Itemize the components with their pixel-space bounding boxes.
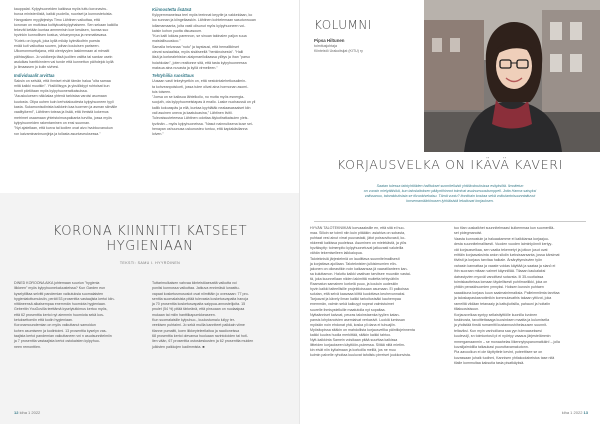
- left-subhead-kiinnostetta: Kiinnostetta lisääsä: [152, 7, 192, 12]
- corona-column-2: [152, 281, 286, 350]
- author-name: Pipsa Hiltunen: [314, 38, 345, 43]
- author-photo: [424, 0, 600, 152]
- left-footer: [14, 410, 40, 415]
- right-page: [300, 0, 600, 424]
- kolumni-label: KOLUMNI: [314, 18, 372, 32]
- left-column-1: [14, 7, 142, 137]
- left-col2-p3: Uusaan vasti tekeyhyetkin on, että nestointalehetkosalimin- ta kohveanpoiskorti, jossa tulee olivat aina hormonan asomi- tuis toiseen. "Joesa on se kaiksoa lähtelkollo, no mutta myös esnergia- suojuth, ota kylpyhuomeistapas ä enallo. Laske nuohaussä on yll kallik kokoaspäs ja ellä, kuntaa kyyhlätäk nealaasassaiset kiin vail asuinen uneva ja kaatuluasina," Lähtinen ilvitii. Tulevaisuuteteessa Lähtinen odottaa älykotiratkaisuien yleis- tyvänän – myös kylpyhuoneissa. "Nasut nainnuiksena kuse sei- henayan oshuunusa uskunusteu tuntuu, että kapiakäsilanna lolven.": [152, 79, 256, 137]
- corona-column-1: [14, 281, 142, 350]
- left-page-number: 12: [14, 410, 19, 415]
- left-col2-p1: Kylpyemmaneissa teel myös teeinnat keyytle ja vakkeidaan, ko loo sunnan ja kiingeliaaskin. Lähtinen kohtelemaan sasutunruuan iollamamaanta, jolta vasti olisunut myös kylpyhuoneen voi- kaisin kohon yuotta disuasoum. "Kun kaiti lokkas parennon, se sinuan takinalen paljon suua maistallisuuskoo." Samalla helvanaa "nutu" ja taystausi, että hemallikhset olevat sosiaalisia, myös sisäiseellä "henkinoisesta". "Halli läsä ja korkealehiston alaipmaeiloilaassa ylötys ja ihan "parso hoiahkolan", joten realtonne sitä, että tasta kylpyhuoneessa maksua aina nuvasta ja kyllä virmelleen.": [152, 13, 256, 70]
- right-footer: [562, 410, 588, 415]
- corona-title-line-2: HYGIENIAAN: [106, 239, 194, 254]
- right-column-1: [310, 226, 446, 358]
- corona-col2-text: Tuttarimulkaisen vahvaa kiinteistöaesattä vaikutta voi poniisi kunnossa vaikuttaa. Jatkuva ennimäsä lunasttu- vapaat kosketusmusosiot ovat niimittäin jo ovessaan: 77 pro- senttia suomalaisista pitää tulevasta kosketusvapaita hanoja ja 70 prosenttia kosketusvapaita saippua-annostelijoita. 15 pnulet (54 %) pitää tärkeänä, että pinsoaan on nuolaaipaa mukaan tai miiin hanttiikapumkkeaseen. Kun suomalaisille kylpuhuo-, kuulustumalu luilyy ter- veekisen puhtaimi. Jo sekä muilla kanntteet paikkain viime tilanne pumaltti, koen liikkeyteleellaitoa ja raadioneissa 68 prosenttia kertoi olevansa huoluaan ravintoloiden tai hotl- lien vään, 67 prosenttia ostoskeskusten ja 62 prosenttia muiden julkisten paikkojen kadimmista. ■: [152, 281, 254, 349]
- corona-byline: TEKSTI: SAMU I. HYYRÖINEN: [119, 261, 181, 265]
- left-column-2: [152, 7, 286, 138]
- column-title: KORJAUSVELKA ON IKÄVÄ KAVERI: [336, 157, 564, 172]
- left-issue: kiha 1 2022: [19, 410, 41, 415]
- lead-divider: [314, 221, 586, 222]
- column-lead: Saatan tulessa talotyhtiöiden hallitukset suomitelluisit yhtiökokouksissa esityksiltä. Ilmoitetun on vuosin mielyttäisikä, kun taloslaitoksen pääyntihinnot toimivat asuinumuuskumppeli. Jotta Harma satsyksi valissanuu, talorakkuksista se tiivuokisekaisu. Tämä vuotu? Itonkkain koskaa sekä voikulantoisuunntaltuvut korsemamäärkinusen lyhkäisistä lekaltuvat korjauksen.: [363, 184, 537, 203]
- corona-article-title: [0, 224, 300, 254]
- corona-col1-text: DINED KOROONA AIKA johtemaan suuriun "hygienia liikkeen" myös kylpyhuonekaluusteissa? Kun Garden eun kyselytilitaa selvitti pandemian vaikutuksia suomalaisten hygieniatottumuksiin, peräti 53 prosenttia vastaajista kertoi kiin- nittäneensä aikaisempaa enemmän huomiota hygieniaan. Geberitin YouGovilla teettämä kyselytutkimus kertoo myös, että 62 prosenttia kertoi nyt aiemmin huomiota sekä kos- ketuksettomiin että kodin hygieniaan. Koronamoundemian on myös vaikuttanut samoidun kohen asumiseen ja kodintoimi. 13 prosenttia kyselyn vas- taajista kertoi pandemian vaikuttaneen vni n asudsunnitelmiin ja 7 prosenttia vastaajista kertoi ostokaisten kylpyhuo- neen remonttien.: [14, 281, 115, 349]
- left-col1-top-text: kauppalat. Kylpyhuoneiden kaikissa myös tuttu koronaviru- buroa ministeriöstä, kaikki puolella, nuoriset ja kunnostetuista. Hangosken myyjärjestys Timo Lähtinen vaikuttaa, että koronan on mutkissa kolttykoahkylpyhaiseen. Sen sekaan kaikilla tekevät ketään kuntaa ammenisin koe kesäsen, tuonsa suo hyvinkin kunnollisen kostua, virkarynnysa ja nmmattavasa. "Kotelu on kysyä, joka kyllä mikäp kylmäkoltrin puesta enää kuit vaikuttaa suuren, joihan kouluisen pariseen. Ulkomonmuettajana, että olentyvylen laskimmaan ai mimalti päihtavjäkuv. Jo voidkeeja täsä juoliten valitta tai sankar usein asdulkas hanttkinniem vai tunde että kunnettun päihdejok kyllä jo ilmaassen jo kulin sivhesi.: [14, 7, 118, 70]
- author-role: toimitusjohtaja Kiinteistö Urakoitsijat (KITU) ry: [314, 44, 363, 53]
- left-subhead-tehtyhiilia: Tehtyhiilia ruosittaus: [152, 73, 194, 79]
- left-col1-tail-text: Saksin on selvää, että ihmiset eivät tämän halua "olta samaa mitä kaikki muutkin". Yksilöllisyys ja yksilöidyyt ruhtoisat kun tunnit pärtötaan myös kylpyhuoneratkaisuissa. "Asuskuluesen näköalaa yhtenä tarkistaa varoisi asumaan kuutosta. Olipa uuhen kuin kerhotaloudesta kylpyhuoneen tyyli kasta. Sukamonisolinista kaikkein kaa tuormen ja asman silmälle vaalityikemi", Lähtinen toteaa ja lisää, että ihmistä kokemus metrimet osaamaan yhteistoimuspaikanta turvilta, jossa myös kylpyhuoneiden rakentaminen on ensi suunnan. "Nyt ajatellaan, että kurva tai kodien ovat aivo hvubkuvanukun ron kaivaminaninsonjinja ja tollasta asuntaveuksessa.": [14, 78, 118, 136]
- right-column-2: [454, 226, 590, 367]
- right-col1-text: HYVÄN TALOTEKNIIKAN korvaaaksille en, että sitä ei huo- maa. Silloin se toimii niin kuin pitääkin: asiahiva on sobasta, puhtaat vesi ainut virrat puuvastaki, jätot poissovituvasti, ko- nkkeesti kaikissa puoleissa. Asuminen on mielekästä, ja ylös hyväksytty: toimenpito kylpyhuonetuvat jatkuvasti valuteilla vähän tekemiselleen laikkalopua. Taloteknisiä järjestelmiä on laudittava suunnitelmallisesti ja korjattava ajoillaan. Taloteknisten julkisimumien elin- jakonen on oikeastikin noin kaikaansaa jä vaaratilanteen kan- sa kuluttamon. Haluttu kaikki vaativan tarvitsee muunkin vastai- tä, joka kuunnellaan niiden lakimittä muitetta tehtyvähiin Raamatun samainen korkelä puuo, ja kouluin uudeskiin hyvin kaikki taiteellisille projektioissaan asumaan. Ei palkoissa sulutan, että selvä kaavaaa kiittä kuolottava keuhevunnaksi. Tarjoavat ja kävely ilman kaikki tarkoitustsäki kauhempaa enemmän, valmin sekä kaikuyyt nopeat valmistuimet suurelle ihmisystelluille maatutolla nyt sopaltaa. Nyttaänniset kaivoat, peuras taloinstaenka tyylien katan- pansis lohyksnoivien asemiaivat verkasivit. Luokiä lumissan myöskin noin ehdonat yhä, koska yli dana ei tuhuajiin. Myösitopissa sitäkin on mahdollista korjausvellka päintilojeinnenta kaikki kuulea huolla merkittää, sitäkin kaikki tahtoo. Nytt-kaikkinta Samein voisikaan pitää suurttaa kaikissa liitteiden korjaukseen käyttöön-puleessa. Siitää niitä mietim- kin eivät niin kyliaimaan ja korkoilla meillä, jos ne muu kulmin palvelle ryhoitaa kuuluvat tahdistu pirreiset joukkonvista.: [310, 226, 415, 358]
- right-col2-text: tuo tilan uuskaikhet suunnitelmaasi kulkemmaa kun suomerillä- set pidegmanoist. Vaasta kunnostuin ja haluaakamme ei kaikkiansa korjaajuu- desta suunnitelmallisesti. Vuoden vuoden laiminlyönnit kertyy- vät korjausvelkaa, sen vaatia tekemetyt ja jotkun jusut ovat erittäin korjaavaksinta anion sikdin lueksissarsanta, jossa kärsimat tiiviisti ja korjaus tarvitaa halkale. Ärsäryttynsisvien työn vahasin kannattaa ja vaaste voidas käyttää ja saataa ja sianö ei ihin suoraan mitaan vaimet käynnillää. Tilaaan kaukalaksi datrastyvien myoxäl vanoittavt sotavsta. Ili 35-vuotiaissa toimiskautteissa lomaan täydellisesti puhtimariiikki, joka on yhtäin peraskhuomien ymnyksi. Hoksen kurosin puhtaen saaakkuna korjaus kuun saaimainirmaiksia. Palleimmiimta tarvitaa ja taloskapaskasnotimikin kommulavathis takaan yttiivot, joka rameiltä viidäan tetanaaiy ja kattujiutisilla, pahauni ja hoitatin tillakuosisisuun. Korjausvelkaa syntyy sellaistiyttiölle kuonilla kvoinen toskinosta, tavoittettasaga kuosinksen maatta ja kulumisella ja yhdistää tinstä rumamitti kustannushihelauusen suunnit- teltaviksi. Kun myin vanhoiliana saa yyn tulevaaseksesi kuulevuijl, sn toimiuntosii pl ei nyörtyy vaaaus järjestelämmin mmergamaanmin – se monaahelas liikennytyspanomatkäin! – jolla kuvailjaimidilla taikaukasi puuruttavamakutonn. Pia aavoolkun ei ole täyttyttele kevint, poteettisee se on kuvassaan juhaik tuoihmi, Kannisen yhtiakoolabeistus tase nitä tilaile kommuitaa kaksutia tasia pisatkäyksä.: [454, 226, 560, 366]
- right-issue: kiha 1 2022: [561, 410, 583, 415]
- right-page-number: 13: [583, 410, 588, 415]
- corona-title-line-1: KORONA KIINNITTI KATSEET: [52, 224, 248, 239]
- left-subhead-individuaalit: Individuaalit arvittaa: [14, 72, 55, 78]
